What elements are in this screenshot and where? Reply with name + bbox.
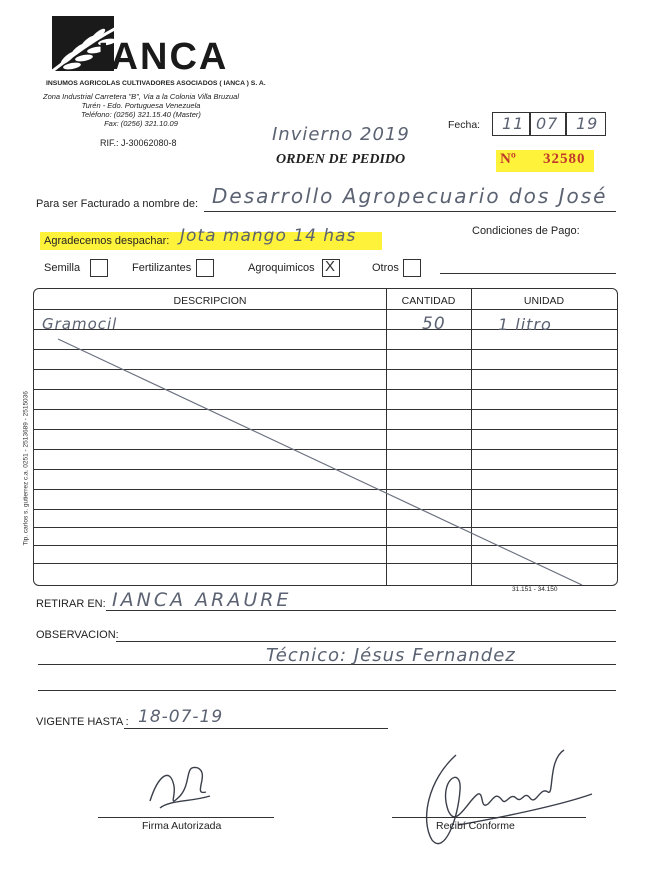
received-signature-line xyxy=(392,817,586,818)
table-footer-code: 31.151 - 34.150 xyxy=(512,586,558,593)
billing-value: Desarrollo Agropecuario dos José xyxy=(212,184,608,208)
payment-label: Condiciones de Pago: xyxy=(472,225,580,237)
cancel-diagonal-line xyxy=(34,289,617,585)
row-unit: 1 litro xyxy=(498,315,552,334)
order-number-prefix: Nº xyxy=(500,151,516,167)
category-label-agroquimicos: Agroquimicos xyxy=(248,262,315,274)
authorized-signature-label: Firma Autorizada xyxy=(142,820,222,832)
row-description: Gramocil xyxy=(42,315,118,333)
checkbox-semilla[interactable] xyxy=(90,259,108,277)
checkbox-fertilizantes[interactable] xyxy=(196,259,214,277)
order-number: 32580 xyxy=(543,151,586,167)
fecha-day: 11 xyxy=(502,114,525,133)
header-description: DESCRIPCION xyxy=(173,295,247,307)
address-line: Fax: (0256) 321.10.09 xyxy=(104,119,178,128)
address-line: Zona Industrial Carretera "B", Via a la Colonia Villa Bruzual xyxy=(43,92,239,101)
row-quantity: 50 xyxy=(422,314,446,334)
billing-label: Para ser Facturado a nombre de: xyxy=(36,198,199,210)
dispatch-label: Agradecemos despachar: xyxy=(44,235,170,247)
checkbox-agroquimicos-mark: X xyxy=(325,258,336,275)
company-rif: RIF.: J-30062080-8 xyxy=(100,138,177,148)
authorized-signature xyxy=(140,756,220,818)
category-label-otros: Otros xyxy=(372,262,399,274)
vigente-value: 18-07-19 xyxy=(138,707,224,727)
order-items-table xyxy=(33,288,618,586)
header-quantity: CANTIDAD xyxy=(401,295,456,307)
observacion-line-1 xyxy=(116,641,616,642)
printer-side-text: Tip. carlos s. gutierrez c.a. 0251 - 2513689 - 2515036 xyxy=(22,391,30,546)
header-unit: UNIDAD xyxy=(523,295,565,307)
observacion-value: Técnico: Jésus Fernandez xyxy=(266,645,516,666)
received-signature-label: Recibí Conforme xyxy=(436,820,515,832)
authorized-signature-line xyxy=(98,817,274,818)
fecha-month: 07 xyxy=(536,114,559,133)
billing-line xyxy=(204,211,616,212)
company-logo-text: IANCA xyxy=(98,36,229,78)
category-label-semilla: Semilla xyxy=(44,262,81,274)
address-line: Turén - Edo. Portuguesa Venezuela xyxy=(81,101,201,110)
retirar-label: RETIRAR EN: xyxy=(36,598,106,610)
observacion-line-3 xyxy=(38,690,616,691)
otros-line xyxy=(440,273,616,274)
company-full-name: INSUMOS AGRICOLAS CULTIVADORES ASOCIADOS ( IANCA ) S. A. xyxy=(46,80,266,87)
observacion-label: OBSERVACION: xyxy=(36,629,119,641)
form-title: ORDEN DE PEDIDO xyxy=(276,152,406,167)
checkbox-otros[interactable] xyxy=(403,259,421,277)
retirar-value: IANCA ARAURE xyxy=(112,589,292,611)
season-handwritten: Invierno 2019 xyxy=(272,124,410,145)
dispatch-value: Jota mango 14 has xyxy=(180,226,357,246)
vigente-line xyxy=(124,728,388,729)
vigente-label: VIGENTE HASTA : xyxy=(36,716,129,728)
address-line: Teléfono: (0256) 321.15.40 (Master) xyxy=(81,110,201,119)
category-label-fertilizantes: Fertilizantes xyxy=(132,262,192,274)
fecha-label: Fecha: xyxy=(448,119,481,131)
company-address xyxy=(36,92,246,128)
received-signature xyxy=(398,720,598,865)
fecha-year: 19 xyxy=(576,114,599,133)
